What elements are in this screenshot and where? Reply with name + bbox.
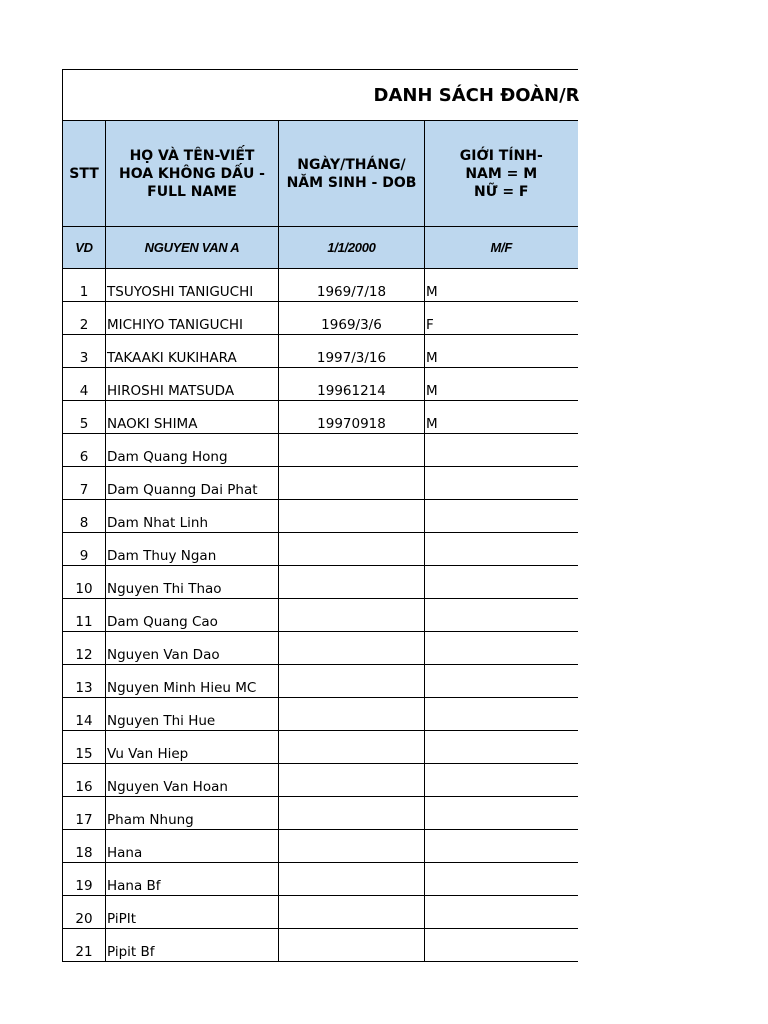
cell-name[interactable]: Nguyen Van Hoan <box>106 764 279 797</box>
cell-stt[interactable]: 20 <box>63 896 106 929</box>
cell-stt[interactable]: 17 <box>63 797 106 830</box>
cell-dob[interactable]: 19961214 <box>279 368 425 401</box>
cell-name[interactable]: Nguyen Van Dao <box>106 632 279 665</box>
header-stt[interactable]: STT <box>63 121 106 227</box>
cell-gender[interactable] <box>425 863 578 896</box>
title-row <box>63 70 578 121</box>
cell-gender[interactable] <box>425 434 578 467</box>
cell-name[interactable]: Pipit Bf <box>106 929 279 962</box>
cell-dob[interactable]: 1969/3/6 <box>279 302 425 335</box>
cell-name[interactable]: Dam Thuy Ngan <box>106 533 279 566</box>
cell-dob[interactable] <box>279 434 425 467</box>
cell-gender[interactable] <box>425 896 578 929</box>
cell-dob[interactable] <box>279 632 425 665</box>
cell-stt[interactable]: 5 <box>63 401 106 434</box>
cell-gender[interactable] <box>425 698 578 731</box>
table-row <box>63 863 578 896</box>
cell-gender[interactable] <box>425 566 578 599</box>
cell-dob[interactable] <box>279 665 425 698</box>
cell-dob[interactable] <box>279 896 425 929</box>
header-gender-line-1: GIỚI TÍNH- <box>459 147 543 164</box>
table-row <box>63 896 578 929</box>
cell-dob[interactable] <box>279 698 425 731</box>
table-row <box>63 632 578 665</box>
cell-dob[interactable]: 1969/7/18 <box>279 269 425 302</box>
table-row <box>63 500 578 533</box>
cell-stt[interactable]: 19 <box>63 863 106 896</box>
cell-name[interactable]: Vu Van Hiep <box>106 731 279 764</box>
cell-gender[interactable] <box>425 731 578 764</box>
cell-stt[interactable]: 16 <box>63 764 106 797</box>
example-dob[interactable]: 1/1/2000 <box>279 227 425 269</box>
cell-dob[interactable] <box>279 731 425 764</box>
cell-gender[interactable] <box>425 665 578 698</box>
cell-dob[interactable] <box>279 863 425 896</box>
cell-gender[interactable] <box>425 797 578 830</box>
cell-stt[interactable]: 9 <box>63 533 106 566</box>
header-row <box>63 121 578 227</box>
cell-stt[interactable]: 6 <box>63 434 106 467</box>
cell-name[interactable]: Pham Nhung <box>106 797 279 830</box>
cell-stt[interactable]: 15 <box>63 731 106 764</box>
example-gender[interactable]: M/F <box>425 227 578 269</box>
cell-dob[interactable]: 1997/3/16 <box>279 335 425 368</box>
header-full-name-line-3: FULL NAME <box>147 183 237 200</box>
table-row <box>63 269 578 302</box>
cell-stt[interactable]: 11 <box>63 599 106 632</box>
example-row <box>63 227 578 269</box>
header-full-name[interactable] <box>106 121 279 227</box>
cell-name[interactable]: TAKAAKI KUKIHARA <box>106 335 279 368</box>
header-gender-line-2: NAM = M <box>465 165 538 182</box>
cell-name[interactable]: NAOKI SHIMA <box>106 401 279 434</box>
cell-dob[interactable] <box>279 467 425 500</box>
cell-stt[interactable]: 10 <box>63 566 106 599</box>
cell-stt[interactable]: 3 <box>63 335 106 368</box>
table-row <box>63 599 578 632</box>
header-dob-line-1: NGÀY/THÁNG/ <box>297 156 406 173</box>
table-row <box>63 731 578 764</box>
table-row <box>63 302 578 335</box>
cell-stt[interactable]: 13 <box>63 665 106 698</box>
cell-gender[interactable] <box>425 830 578 863</box>
example-stt[interactable]: VD <box>63 227 106 269</box>
cell-stt[interactable]: 12 <box>63 632 106 665</box>
cell-dob[interactable] <box>279 599 425 632</box>
guest-list-table <box>62 69 578 962</box>
cell-stt[interactable]: 2 <box>63 302 106 335</box>
cell-gender[interactable] <box>425 764 578 797</box>
cell-name[interactable]: Nguyen Minh Hieu MC <box>106 665 279 698</box>
cell-name[interactable]: MICHIYO TANIGUCHI <box>106 302 279 335</box>
cell-stt[interactable]: 1 <box>63 269 106 302</box>
cell-stt[interactable]: 7 <box>63 467 106 500</box>
cell-dob[interactable] <box>279 830 425 863</box>
header-gender-line-3: NỮ = F <box>474 183 529 200</box>
cell-gender[interactable] <box>425 500 578 533</box>
header-full-name-line-1: HỌ VÀ TÊN-VIẾT <box>129 147 255 164</box>
cell-name[interactable]: PiPIt <box>106 896 279 929</box>
header-dob-line-2: NĂM SINH - DOB <box>286 174 417 191</box>
cell-name[interactable]: Hana <box>106 830 279 863</box>
cell-gender[interactable]: M <box>425 269 578 302</box>
cell-dob[interactable] <box>279 797 425 830</box>
cell-dob[interactable] <box>279 533 425 566</box>
table-row <box>63 830 578 863</box>
cell-name[interactable]: Nguyen Thi Hue <box>106 698 279 731</box>
cell-stt[interactable]: 21 <box>63 929 106 962</box>
cell-name[interactable]: Dam Quanng Dai Phat <box>106 467 279 500</box>
example-name[interactable]: NGUYEN VAN A <box>106 227 279 269</box>
cell-name[interactable]: Dam Quang Cao <box>106 599 279 632</box>
header-gender[interactable] <box>425 121 578 227</box>
header-dob[interactable] <box>279 121 425 227</box>
cell-name[interactable]: Nguyen Thi Thao <box>106 566 279 599</box>
cell-dob[interactable] <box>279 929 425 962</box>
table-row <box>63 566 578 599</box>
cell-gender[interactable] <box>425 533 578 566</box>
cell-gender[interactable] <box>425 467 578 500</box>
cell-gender[interactable]: M <box>425 401 578 434</box>
table-row <box>63 797 578 830</box>
cell-stt[interactable]: 8 <box>63 500 106 533</box>
cell-stt[interactable]: 4 <box>63 368 106 401</box>
cell-gender[interactable]: F <box>425 302 578 335</box>
cell-stt[interactable]: 18 <box>63 830 106 863</box>
table-row <box>63 533 578 566</box>
cell-dob[interactable] <box>279 764 425 797</box>
spreadsheet-sheet <box>62 69 580 960</box>
cell-gender[interactable]: M <box>425 368 578 401</box>
sheet-title-cell[interactable] <box>63 70 578 121</box>
table-row <box>63 665 578 698</box>
cell-name[interactable]: TSUYOSHI TANIGUCHI <box>106 269 279 302</box>
header-full-name-line-2: HOA KHÔNG DẤU - <box>118 165 265 182</box>
sheet-title: DANH SÁCH ĐOÀN/R <box>373 84 580 106</box>
table-row <box>63 764 578 797</box>
cell-dob[interactable] <box>279 500 425 533</box>
table-row <box>63 698 578 731</box>
cell-gender[interactable] <box>425 632 578 665</box>
cell-dob[interactable] <box>279 566 425 599</box>
cell-name[interactable]: Dam Quang Hong <box>106 434 279 467</box>
cell-gender[interactable] <box>425 599 578 632</box>
cell-name[interactable]: Hana Bf <box>106 863 279 896</box>
cell-gender[interactable] <box>425 929 578 962</box>
cell-name[interactable]: Dam Nhat Linh <box>106 500 279 533</box>
table-row <box>63 467 578 500</box>
cell-gender[interactable]: M <box>425 335 578 368</box>
table-row <box>63 401 578 434</box>
table-row <box>63 368 578 401</box>
table-row <box>63 929 578 962</box>
cell-stt[interactable]: 14 <box>63 698 106 731</box>
table-row <box>63 335 578 368</box>
cell-name[interactable]: HIROSHI MATSUDA <box>106 368 279 401</box>
cell-dob[interactable]: 19970918 <box>279 401 425 434</box>
table-row <box>63 434 578 467</box>
